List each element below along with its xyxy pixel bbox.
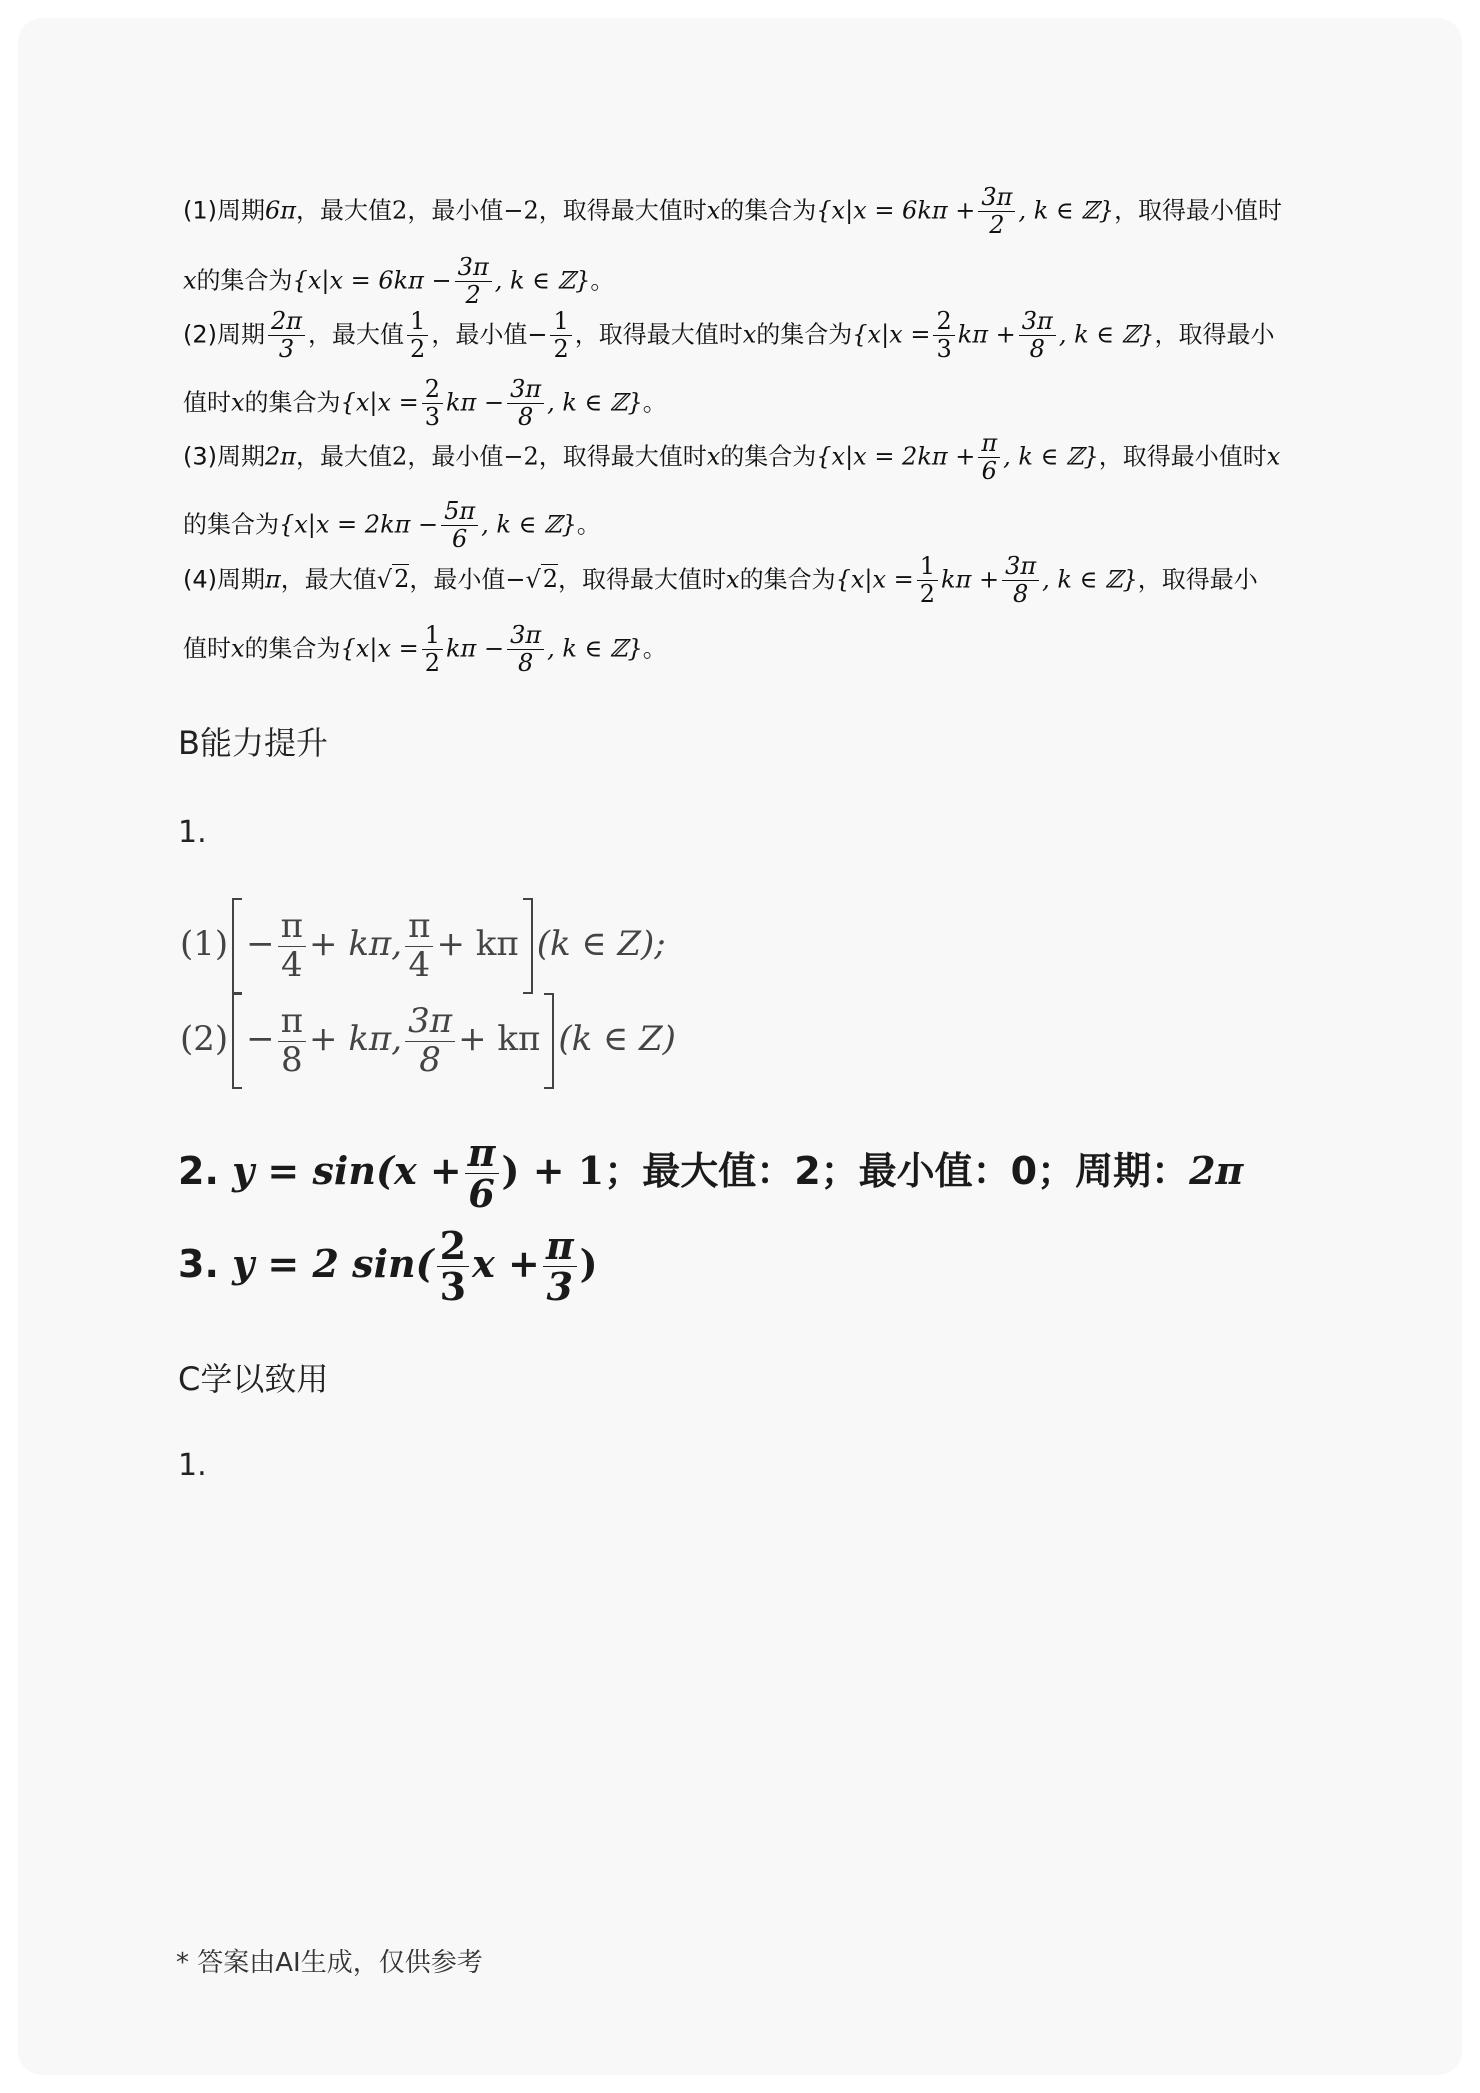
fraction: $\frac{3\pi}{8}$ bbox=[507, 376, 544, 431]
fraction: $\frac{\pi}{6}$ bbox=[465, 1133, 499, 1214]
ai-disclaimer: * 答案由AI生成，仅供参考 bbox=[176, 1948, 483, 1978]
answer-item-2-line1: (2)周期 $\frac{2\pi}{3}$ ，最大值 $\frac{1}{2}$ ，最小值− $\frac{1}{2}$ ，取得最大值时x的集合为{x|x = $\frac{2}{3}$ kπ + $\frac{3\pi}{8}$ , k ∈ ℤ}，取得最小 bbox=[183, 307, 1275, 363]
fraction: $\frac{3\pi}{2}$ bbox=[978, 184, 1015, 239]
answer-item-1-line2: x的集合为{x|x = 6kπ − $\frac{3\pi}{2}$ , k ∈ ℤ}。 bbox=[183, 253, 615, 309]
fraction: $\frac{2\pi}{3}$ bbox=[268, 308, 305, 363]
fraction: $\frac{3\pi}{8}$ bbox=[1002, 553, 1039, 608]
fraction: $\frac{\pi}{4}$ bbox=[405, 908, 433, 984]
answer-item-4-line2: 值时x的集合为{x|x = $\frac{1}{2}$ kπ − $\frac{3\pi}{8}$ , k ∈ ℤ}。 bbox=[183, 621, 667, 677]
fraction: $\frac{5\pi}{6}$ bbox=[441, 498, 478, 553]
fraction: $\frac{1}{2}$ bbox=[550, 308, 571, 363]
fraction: $\frac{\pi}{8}$ bbox=[278, 1003, 306, 1079]
fraction: $\frac{\pi}{6}$ bbox=[978, 430, 1000, 485]
section-b-question-3: 3. y = 2 sin( $\frac{2}{3}$ x + $\frac{\pi}{3}$ ) bbox=[178, 1223, 598, 1309]
section-b-question-1-label: 1. bbox=[178, 815, 207, 850]
answer-item-3-line1: (3)周期2π，最大值2，最小值−2，取得最大值时x的集合为{x|x = 2kπ + $\frac{\pi}{6}$ , k ∈ ℤ}，取得最小值时x bbox=[183, 429, 1281, 485]
fraction: $\frac{3\pi}{8}$ bbox=[507, 622, 544, 677]
fraction: $\frac{3\pi}{8}$ bbox=[405, 1003, 455, 1079]
section-c-title: C学以致用 bbox=[178, 1360, 329, 1398]
section-b-title: B能力提升 bbox=[178, 724, 328, 762]
section-b-q1-part2: (2) − $\frac{\pi}{8}$ + kπ, $\frac{3\pi}{8}$ + kπ (k ∈ Z) bbox=[180, 993, 676, 1089]
section-b-q1-part1: (1) − $\frac{\pi}{4}$ + kπ, $\frac{\pi}{4}$ + kπ (k ∈ Z); bbox=[180, 898, 666, 994]
answer-page bbox=[18, 18, 1462, 2075]
right-bracket bbox=[544, 993, 554, 1089]
right-bracket bbox=[523, 898, 533, 994]
left-bracket bbox=[232, 993, 242, 1089]
fraction: $\frac{1}{2}$ bbox=[407, 308, 428, 363]
fraction: $\frac{\pi}{4}$ bbox=[278, 908, 306, 984]
answer-item-3-line2: 的集合为{x|x = 2kπ − $\frac{5\pi}{6}$ , k ∈ ℤ}。 bbox=[183, 497, 601, 553]
section-c-question-1-label: 1. bbox=[178, 1448, 207, 1483]
fraction: $\frac{3\pi}{2}$ bbox=[455, 254, 492, 309]
fraction: $\frac{2}{3}$ bbox=[933, 308, 954, 363]
answer-item-1-line1: (1)周期6π，最大值2，最小值−2，取得最大值时x的集合为{x|x = 6kπ + $\frac{3\pi}{2}$ , k ∈ ℤ}，取得最小值时 bbox=[183, 183, 1283, 239]
fraction: $\frac{2}{3}$ bbox=[437, 1226, 469, 1307]
left-bracket bbox=[232, 898, 242, 994]
fraction: $\frac{1}{2}$ bbox=[422, 622, 443, 677]
fraction: $\frac{2}{3}$ bbox=[422, 376, 443, 431]
answer-item-4-line1: (4)周期π，最大值√2，最小值−√2，取得最大值时x的集合为{x|x = $\frac{1}{2}$ kπ + $\frac{3\pi}{8}$ , k ∈ ℤ}，取得最小 bbox=[183, 552, 1258, 608]
answer-item-2-line2: 值时x的集合为{x|x = $\frac{2}{3}$ kπ − $\frac{3\pi}{8}$ , k ∈ ℤ}。 bbox=[183, 375, 667, 431]
fraction: $\frac{\pi}{3}$ bbox=[543, 1226, 577, 1307]
fraction: $\frac{3\pi}{8}$ bbox=[1019, 308, 1056, 363]
fraction: $\frac{1}{2}$ bbox=[917, 553, 938, 608]
section-b-question-2: 2. y = sin(x + $\frac{\pi}{6}$ ) + 1；最大值：2；最小值：0；周期：2π bbox=[178, 1130, 1244, 1216]
